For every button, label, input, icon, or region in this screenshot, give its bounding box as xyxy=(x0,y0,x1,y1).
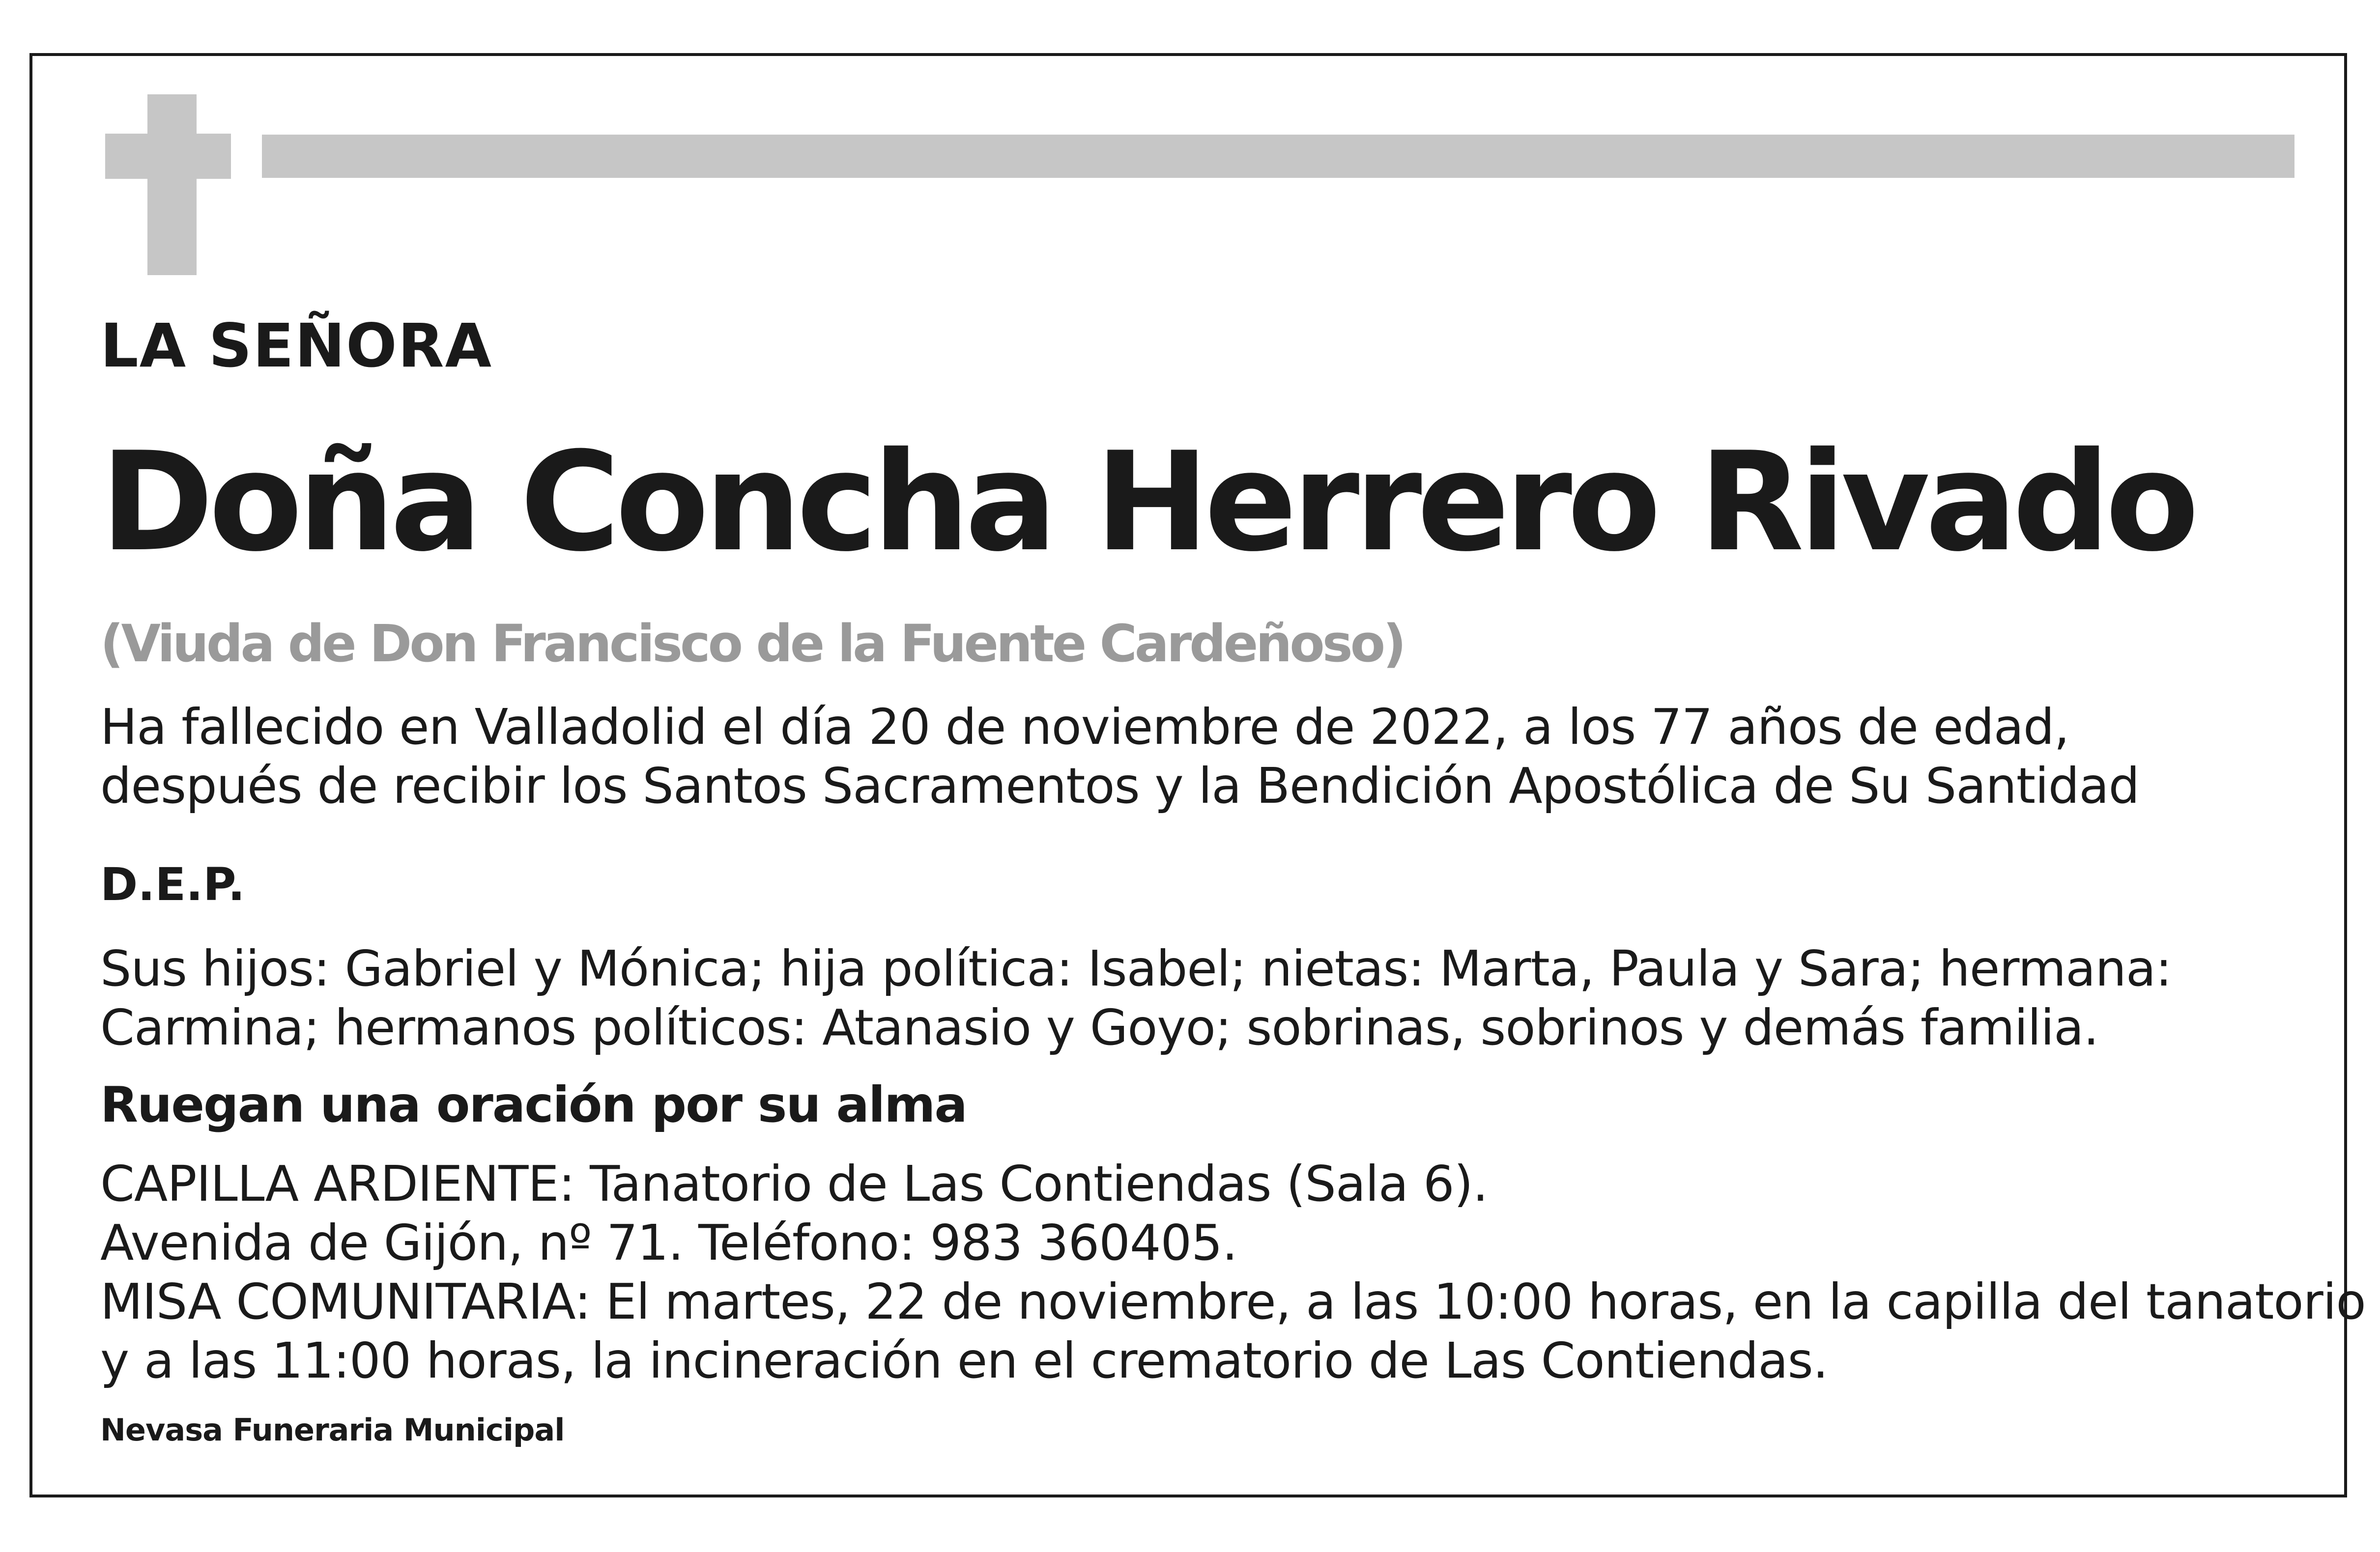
prayer-request: Ruegan una oración por su alma xyxy=(100,1076,967,1133)
announcement-line: después de recibir los Santos Sacramentos y la Bendición Apostólica de Su Santidad xyxy=(100,757,2140,815)
family-line: Sus hijos: Gabriel y Mónica; hija política: Isabel; nietas: Marta, Paula y Sara; hermana: xyxy=(100,940,2172,997)
service-line: CAPILLA ARDIENTE: Tanatorio de Las Contiendas (Sala 6). xyxy=(100,1155,1488,1213)
dep-label: D.E.P. xyxy=(100,858,245,911)
service-line: MISA COMUNITARIA: El martes, 22 de noviembre, a las 10:00 horas, en la capilla del tanatorio xyxy=(100,1273,2366,1330)
honorific: LA SEÑORA xyxy=(100,311,493,381)
service-line: Avenida de Gijón, nº 71. Teléfono: 983 360405. xyxy=(100,1214,1237,1271)
deceased-name: Doña Concha Herrero Rivado xyxy=(100,423,2195,582)
announcement-line: Ha fallecido en Valladolid el día 20 de noviembre de 2022, a los 77 años de edad, xyxy=(100,698,2069,756)
widow-of: (Viuda de Don Francisco de la Fuente Cardeñoso) xyxy=(100,614,1404,674)
header-rule xyxy=(262,135,2294,178)
cross-horizontal-bar xyxy=(105,134,231,179)
funeral-home: Nevasa Funeraria Municipal xyxy=(100,1412,565,1448)
cross-vertical-bar xyxy=(147,94,197,275)
family-line: Carmina; hermanos políticos: Atanasio y Goyo; sobrinas, sobrinos y demás familia. xyxy=(100,999,2099,1056)
service-line: y a las 11:00 horas, la incineración en el crematorio de Las Contiendas. xyxy=(100,1332,1828,1389)
